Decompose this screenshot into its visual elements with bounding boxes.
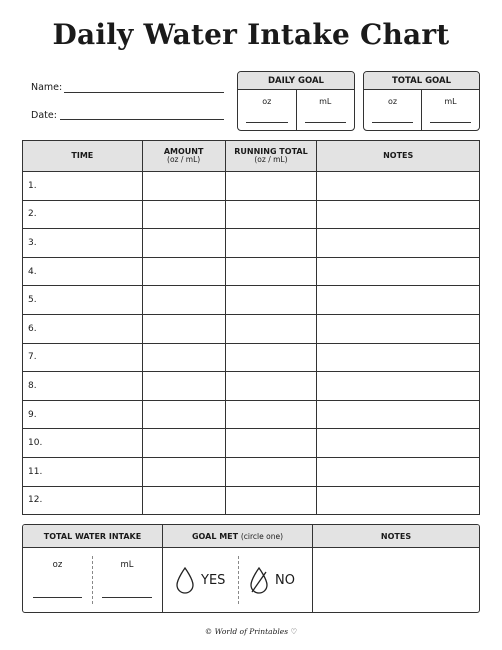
amount-cell[interactable] <box>142 200 225 229</box>
header-running-total-label: RUNNING TOTAL <box>234 147 308 157</box>
amount-cell[interactable] <box>142 257 225 286</box>
header-amount-sub: (oz / mL) <box>167 155 201 165</box>
amount-cell[interactable] <box>142 229 225 258</box>
notes-cell[interactable] <box>317 257 480 286</box>
total-intake-label: TOTAL WATER INTAKE <box>23 525 162 548</box>
running-total-cell[interactable] <box>225 229 317 258</box>
running-total-cell[interactable] <box>225 400 317 429</box>
daily-goal-oz-unit: oz <box>262 97 272 106</box>
running-total-cell[interactable] <box>225 343 317 372</box>
time-cell[interactable] <box>23 372 143 401</box>
table-row <box>23 457 480 486</box>
table-row <box>23 372 480 401</box>
total-goal-oz-unit: oz <box>387 97 398 106</box>
daily-goal-label: DAILY GOAL <box>238 72 354 90</box>
row-number: 8. <box>28 380 37 391</box>
date-label: Date: <box>31 110 57 121</box>
notes-cell[interactable] <box>317 457 480 486</box>
total-intake-oz-unit: oz <box>52 560 63 570</box>
notes-cell[interactable] <box>317 372 480 401</box>
row-number: 2. <box>28 209 37 220</box>
total-intake-ml-unit: mL <box>120 560 134 570</box>
table-row <box>23 314 480 343</box>
goal-met-yes-option[interactable] <box>175 548 225 612</box>
time-cell[interactable] <box>23 429 143 458</box>
row-number: 11. <box>28 466 43 477</box>
amount-cell[interactable] <box>142 429 225 458</box>
amount-cell[interactable] <box>142 172 225 201</box>
time-cell[interactable] <box>23 229 143 258</box>
notes-cell[interactable] <box>317 486 480 515</box>
table-row <box>23 343 480 372</box>
header-amount <box>142 141 225 172</box>
row-number: 5. <box>28 295 37 306</box>
daily-goal-ml-unit: mL <box>319 97 332 106</box>
table-row <box>23 257 480 286</box>
total-intake-ml-cell[interactable] <box>92 548 162 612</box>
goal-met-header <box>163 525 312 548</box>
header-running-total-sub: (oz / mL) <box>254 155 288 165</box>
running-total-cell[interactable] <box>225 257 317 286</box>
daily-goal-oz-cell[interactable] <box>238 90 296 130</box>
time-cell[interactable] <box>23 314 143 343</box>
daily-goal-ml-cell[interactable] <box>296 90 355 130</box>
total-goal-ml-unit: mL <box>444 97 457 106</box>
total-goal-ml-cell[interactable] <box>421 90 479 130</box>
page-title: Daily Water Intake Chart <box>52 18 450 51</box>
table-row <box>23 200 480 229</box>
notes-cell[interactable] <box>317 286 480 315</box>
time-cell[interactable] <box>23 400 143 429</box>
row-number: 4. <box>28 266 37 277</box>
copyright-symbol: © <box>204 627 213 636</box>
notes-cell[interactable] <box>317 429 480 458</box>
goal-met-no-label: NO <box>275 572 295 588</box>
summary-notes-section[interactable] <box>312 525 479 612</box>
heart-icon: ♡ <box>290 627 298 636</box>
brand-name: World of Printables <box>214 627 289 636</box>
goal-met-hint: (circle one) <box>240 532 284 541</box>
table-row <box>23 486 480 515</box>
footer-brand <box>0 627 502 636</box>
running-total-cell[interactable] <box>225 372 317 401</box>
table-row <box>23 400 480 429</box>
header-amount-label: AMOUNT <box>163 147 204 157</box>
notes-cell[interactable] <box>317 343 480 372</box>
header-notes <box>317 141 480 172</box>
notes-cell[interactable] <box>317 172 480 201</box>
running-total-cell[interactable] <box>225 172 317 201</box>
total-intake-oz-cell[interactable] <box>23 548 92 612</box>
total-intake-oz-line <box>33 597 82 598</box>
amount-cell[interactable] <box>142 372 225 401</box>
goal-met-no-option[interactable] <box>249 548 295 612</box>
total-goal-label: TOTAL GOAL <box>364 72 479 90</box>
goal-met-yes-label: YES <box>201 572 226 588</box>
row-number: 12. <box>28 495 43 506</box>
total-goal-oz-line <box>372 122 413 123</box>
row-number: 1. <box>28 180 37 191</box>
amount-cell[interactable] <box>142 400 225 429</box>
time-cell[interactable] <box>23 257 143 286</box>
water-drop-icon <box>175 566 195 594</box>
running-total-cell[interactable] <box>225 486 317 515</box>
goal-met-section <box>162 525 312 612</box>
goal-met-label: GOAL MET <box>191 532 239 541</box>
notes-cell[interactable] <box>317 229 480 258</box>
time-cell[interactable] <box>23 172 143 201</box>
running-total-cell[interactable] <box>225 314 317 343</box>
table-row <box>23 429 480 458</box>
time-cell[interactable] <box>23 200 143 229</box>
daily-goal-ml-line <box>305 122 347 123</box>
time-cell[interactable] <box>23 457 143 486</box>
total-goal-box <box>363 71 480 131</box>
row-number: 7. <box>28 352 37 363</box>
name-field[interactable] <box>64 92 224 93</box>
dotted-divider-yn <box>238 556 239 604</box>
header-time <box>23 141 143 172</box>
header-time-label: TIME <box>71 151 94 161</box>
amount-cell[interactable] <box>142 343 225 372</box>
notes-cell[interactable] <box>317 400 480 429</box>
table-header-row <box>23 141 480 172</box>
summary-panel <box>22 524 480 613</box>
row-number: 10. <box>28 438 43 449</box>
total-intake-section <box>23 525 162 612</box>
notes-cell[interactable] <box>317 200 480 229</box>
amount-cell[interactable] <box>142 457 225 486</box>
header-notes-label: NOTES <box>383 151 414 161</box>
amount-cell[interactable] <box>142 486 225 515</box>
time-cell[interactable] <box>23 486 143 515</box>
total-goal-oz-cell[interactable] <box>364 90 421 130</box>
running-total-cell[interactable] <box>225 457 317 486</box>
total-goal-ml-line <box>430 122 471 123</box>
running-total-cell[interactable] <box>225 200 317 229</box>
name-label: Name: <box>31 82 63 93</box>
daily-goal-oz-line <box>246 122 288 123</box>
date-field[interactable] <box>60 119 224 120</box>
crossed-water-drop-icon <box>249 566 269 594</box>
summary-notes-label: NOTES <box>313 525 479 548</box>
time-cell[interactable] <box>23 343 143 372</box>
header-running-total <box>225 141 317 172</box>
intake-log-table <box>22 140 480 515</box>
amount-cell[interactable] <box>142 314 225 343</box>
table-row <box>23 286 480 315</box>
notes-cell[interactable] <box>317 314 480 343</box>
time-cell[interactable] <box>23 286 143 315</box>
table-row <box>23 229 480 258</box>
table-row <box>23 172 480 201</box>
row-number: 3. <box>28 237 37 248</box>
running-total-cell[interactable] <box>225 286 317 315</box>
amount-cell[interactable] <box>142 286 225 315</box>
running-total-cell[interactable] <box>225 429 317 458</box>
row-number: 9. <box>28 409 37 420</box>
total-intake-ml-line <box>102 597 152 598</box>
daily-goal-box <box>237 71 355 131</box>
row-number: 6. <box>28 323 37 334</box>
